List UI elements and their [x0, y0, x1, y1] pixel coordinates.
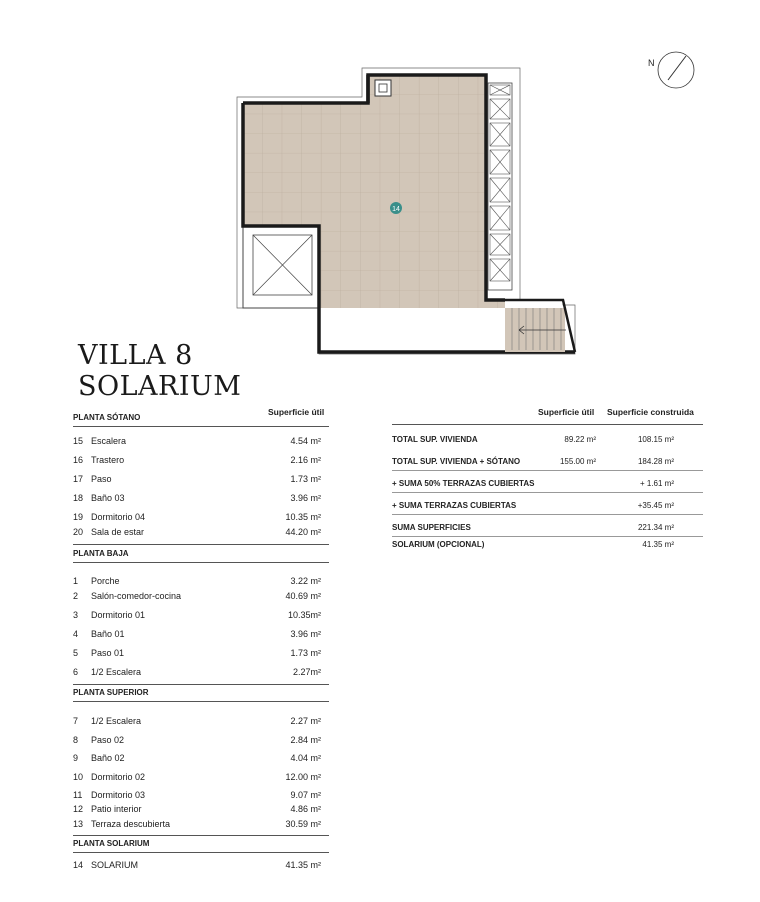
- totals-util: 89.22 m²: [564, 435, 596, 444]
- divider: [392, 470, 703, 471]
- divider: [73, 701, 329, 702]
- divider: [73, 544, 329, 545]
- north-arrow-icon: [668, 56, 686, 80]
- table-row: [73, 735, 321, 747]
- table-row: [73, 591, 321, 603]
- page-title: [78, 340, 241, 402]
- row-number: 8: [73, 735, 79, 745]
- table-row: [73, 772, 321, 784]
- table-row: [73, 436, 321, 448]
- totals-header-util: Superficie útil: [538, 407, 595, 417]
- totals-row: [392, 501, 703, 513]
- row-number: 9: [73, 753, 79, 763]
- table-row: [73, 819, 321, 831]
- row-number: 12: [73, 804, 84, 814]
- totals-label: TOTAL SUP. VIVIENDA + SÓTANO: [392, 457, 521, 466]
- row-number: 13: [73, 819, 84, 829]
- table-row: [73, 474, 321, 486]
- totals-row: [392, 540, 703, 552]
- totals-row: [392, 435, 703, 447]
- row-label: Dormitorio 04: [91, 512, 146, 522]
- row-number: 4: [73, 629, 79, 639]
- row-value: 12.00 m²: [285, 772, 321, 782]
- table-row: [73, 629, 321, 641]
- row-number: 6: [73, 667, 79, 677]
- table-row: [73, 512, 321, 524]
- row-value: 2.16 m²: [290, 455, 321, 465]
- row-number: 7: [73, 716, 79, 726]
- section-title: PLANTA SÓTANO: [73, 413, 141, 422]
- row-value: 1.73 m²: [290, 474, 321, 484]
- totals-header-construida: Superficie construida: [607, 407, 694, 417]
- table-row: [73, 804, 321, 816]
- totals-construida: 221.34 m²: [637, 523, 674, 532]
- row-label: Trastero: [91, 455, 125, 465]
- row-number: 10: [73, 772, 84, 782]
- totals-construida: 108.15 m²: [637, 435, 674, 444]
- table-row: [73, 527, 321, 539]
- row-label: Baño 02: [91, 753, 125, 763]
- totals-row: [392, 523, 703, 535]
- table-row: [73, 493, 321, 505]
- section-title: PLANTA BAJA: [73, 549, 129, 558]
- row-value: 2.27 m²: [290, 716, 321, 726]
- room-tag: 14: [392, 206, 400, 213]
- table-row: [73, 753, 321, 765]
- row-label: Paso: [91, 474, 112, 484]
- divider: [73, 562, 329, 563]
- divider: [392, 536, 703, 537]
- row-label: Dormitorio 02: [91, 772, 146, 782]
- row-value: 10.35 m²: [285, 512, 321, 522]
- totals-construida: +35.45 m²: [637, 501, 674, 510]
- row-number: 16: [73, 455, 84, 465]
- totals-construida: + 1.61 m²: [639, 479, 674, 488]
- totals-label: + SUMA 50% TERRAZAS CUBIERTAS: [392, 479, 535, 488]
- totals-label: + SUMA TERRAZAS CUBIERTAS: [392, 501, 517, 510]
- title-line2: SOLARIUM: [78, 371, 242, 402]
- row-label: 1/2 Escalera: [91, 716, 142, 726]
- row-label: Paso 02: [91, 735, 125, 745]
- row-value: 3.22 m²: [290, 576, 321, 586]
- section-title: PLANTA SUPERIOR: [73, 688, 149, 697]
- row-value: 41.35 m²: [285, 860, 321, 870]
- table-row: [73, 716, 321, 728]
- row-label: Baño 03: [91, 493, 125, 503]
- row-value: 1.73 m²: [290, 648, 321, 658]
- row-value: 44.20 m²: [285, 527, 321, 537]
- row-number: 19: [73, 512, 84, 522]
- divider: [73, 684, 329, 685]
- row-label: Paso 01: [91, 648, 125, 658]
- row-value: 30.59 m²: [285, 819, 321, 829]
- row-label: Dormitorio 01: [91, 610, 146, 620]
- divider: [73, 835, 329, 836]
- section-title: PLANTA SOLARIUM: [73, 839, 150, 848]
- row-number: 1: [73, 576, 79, 586]
- totals-util: 155.00 m²: [559, 457, 596, 466]
- compass-label: N: [648, 58, 655, 68]
- table-row: [73, 455, 321, 467]
- row-label: Dormitorio 03: [91, 790, 146, 800]
- row-label: SOLARIUM: [91, 860, 139, 870]
- row-number: 15: [73, 436, 84, 446]
- row-label: Patio interior: [91, 804, 142, 814]
- totals-label: SUMA SUPERFICIES: [392, 523, 471, 532]
- row-label: Escalera: [91, 436, 127, 446]
- divider: [73, 426, 329, 427]
- totals-construida: 41.35 m²: [642, 540, 674, 549]
- row-value: 3.96 m²: [290, 493, 321, 503]
- row-value: 2.27m²: [292, 667, 321, 677]
- row-label: Salón-comedor-cocina: [91, 591, 182, 601]
- row-number: 14: [73, 860, 84, 870]
- row-number: 20: [73, 527, 84, 537]
- row-number: 17: [73, 474, 84, 484]
- totals-row: [392, 457, 703, 469]
- totals-label: SOLARIUM (OPCIONAL): [392, 540, 485, 549]
- row-number: 18: [73, 493, 84, 503]
- table-row: [73, 648, 321, 660]
- row-value: 4.04 m²: [290, 753, 321, 763]
- row-label: Sala de estar: [91, 527, 145, 537]
- totals-row: [392, 479, 703, 491]
- table-row: [73, 790, 321, 802]
- divider: [392, 424, 703, 425]
- table-row: [73, 860, 321, 872]
- row-value: 4.54 m²: [290, 436, 321, 446]
- row-value: 9.07 m²: [290, 790, 321, 800]
- totals-construida: 184.28 m²: [637, 457, 674, 466]
- row-value: 40.69 m²: [285, 591, 321, 601]
- row-label: Porche: [91, 576, 120, 586]
- row-number: 5: [73, 648, 79, 658]
- row-value: 4.86 m²: [290, 804, 321, 814]
- table-row: [73, 667, 321, 679]
- row-number: 11: [73, 790, 83, 800]
- row-label: Baño 01: [91, 629, 125, 639]
- left-header-util: Superficie útil: [268, 407, 325, 417]
- divider: [392, 514, 703, 515]
- floor-plan: [0, 0, 760, 360]
- divider: [73, 852, 329, 853]
- row-value: 10.35m²: [287, 610, 321, 620]
- totals-label: TOTAL SUP. VIVIENDA: [392, 435, 478, 444]
- row-number: 2: [73, 591, 79, 601]
- table-row: [73, 610, 321, 622]
- row-number: 3: [73, 610, 79, 620]
- title-line1: VILLA 8: [78, 340, 193, 371]
- row-label: 1/2 Escalera: [91, 667, 142, 677]
- divider: [392, 492, 703, 493]
- row-label: Terraza descubierta: [91, 819, 171, 829]
- row-value: 2.84 m²: [290, 735, 321, 745]
- row-value: 3.96 m²: [290, 629, 321, 639]
- table-row: [73, 576, 321, 588]
